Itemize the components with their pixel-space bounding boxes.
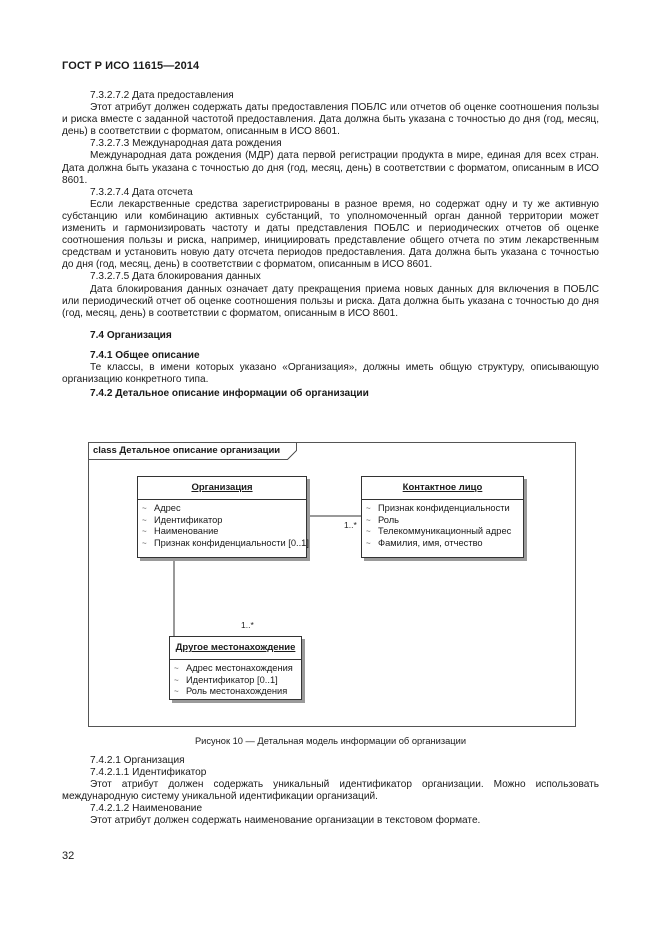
section-title: 7.4.2.1.1 Идентификатор: [90, 767, 207, 779]
paragraph: Этот атрибут должен содержать наименование организации в текстовом формате.: [90, 815, 481, 827]
uml-class-diagram: [88, 442, 576, 727]
attribute: ~ Адрес: [142, 503, 181, 513]
section-title: 7.3.2.7.4 Дата отсчета: [90, 186, 193, 198]
class-organization: [137, 476, 307, 558]
frame-label: class Детальное описание организации: [89, 443, 297, 460]
paragraph: Дата блокирования данных означает дату прекращения приема новых данных для включения в ПОБЛС или периодический отчет об оценке соотношения пользы и риска. Дата должна быть указана с точностью до дня (год, месяц, день) в соответствии с форматом, описанным в ИСО 8601.: [62, 283, 599, 319]
attribute: ~ Фамилия, имя, отчество: [366, 537, 483, 548]
class-title: Контактное лицо: [362, 477, 523, 500]
class-title: Организация: [138, 477, 306, 500]
class-attributes: [170, 660, 301, 700]
paragraph: Те классы, в имени которых указано «Организация», должны иметь общую структуру, описывающую организацию конкретного типа.: [62, 361, 599, 386]
class-other-location: [169, 636, 302, 700]
attribute: ~ Идентификатор [0..1]: [174, 674, 278, 685]
attribute: ~ Телекоммуникационный адрес: [366, 526, 512, 536]
figure-caption: Рисунок 10 — Детальная модель информации об организации: [194, 736, 467, 746]
section-heading: 7.4 Организация: [90, 329, 172, 341]
class-title: Другое местонахождение: [170, 637, 301, 660]
class-contact-person: [361, 476, 524, 558]
attribute: ~ Роль: [366, 514, 400, 525]
multiplicity-label: 1..*: [344, 520, 357, 530]
attribute: ~ Наименование: [142, 526, 219, 536]
paragraph: Этот атрибут должен содержать даты предоставления ПОБЛС или отчетов об оценке соотношения пользы и риска вместе с заданной частотой предоставления. Дата должна быть указана с точностью до дня (год, месяц, день) в соответствии с форматом, описанным в ИСО 8601.: [62, 102, 599, 138]
paragraph: Этот атрибут должен содержать уникальный идентификатор организации. Можно использовать международную систему уникальной идентификации организаций.: [62, 779, 599, 803]
class-attributes: [362, 500, 523, 551]
paragraph: Международная дата рождения (МДР) дата первой регистрации продукта в мире, единая для всех стран. Дата должна быть указана с точностью до дня (год, месяц, день) в соответствии с форматом, описанным в ИСО 8601.: [62, 150, 599, 186]
page-number: 32: [62, 850, 75, 862]
section-title: 7.3.2.7.3 Международная дата рождения: [90, 138, 282, 150]
attribute: ~ Роль местонахождения: [174, 686, 288, 696]
subsection-heading: 7.4.2 Детальное описание информации об организации: [90, 388, 369, 400]
subsection-heading: 7.4.1 Общее описание: [90, 349, 200, 361]
section-title: 7.3.2.7.5 Дата блокирования данных: [90, 271, 261, 283]
attribute: ~ Признак конфиденциальности: [366, 503, 510, 513]
attribute: ~ Адрес местонахождения: [174, 663, 293, 673]
class-attributes: [138, 500, 309, 551]
lower-text: [62, 755, 599, 828]
multiplicity-label: 1..*: [241, 620, 254, 630]
paragraph: Если лекарственные средства зарегистрированы в разное время, но содержат одну и ту же активную субстанцию или комбинацию активных субстанций, то уполномоченный орган данной территории может изменить и гармонизировать частоту и даты представления ПОБЛС и периодических отчетов об оценке соотношения пользы и риска, например, инициировать представление общего отчета по этим лекарственным средствам и установить новую дату отсчета периодов предоставления. Дата должна быть указана с точностью до дня (год, месяц, день) в соответствии с форматом, описанным в ИСО 8601.: [62, 198, 599, 271]
section-title: 7.4.2.1.2 Наименование: [90, 803, 203, 815]
upper-text: [62, 90, 599, 400]
document-header: ГОСТ Р ИСО 11615—2014: [62, 60, 200, 72]
attribute: ~ Признак конфиденциальности [0..1]: [142, 537, 309, 548]
section-title: 7.4.2.1 Организация: [90, 755, 185, 766]
section-title: 7.3.2.7.2 Дата предоставления: [90, 90, 234, 101]
attribute: ~ Идентификатор: [142, 514, 223, 525]
